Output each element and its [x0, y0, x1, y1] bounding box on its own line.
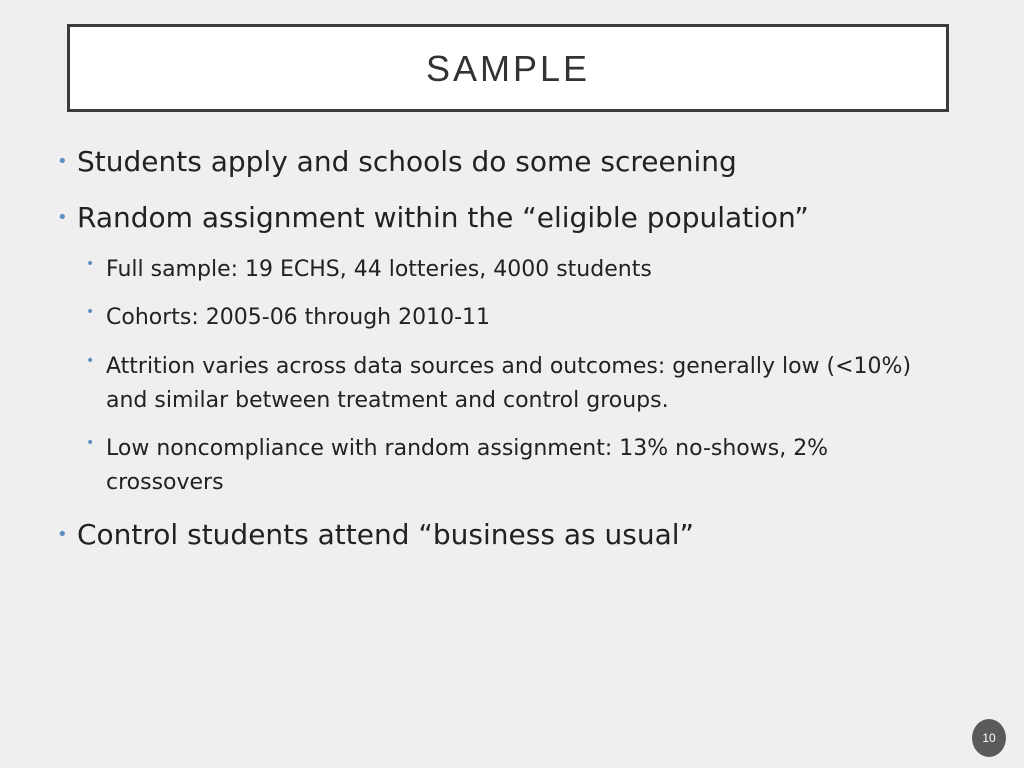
sub-bullet-text: Cohorts: 2005-06 through 2010-11 — [106, 305, 491, 330]
bullet-text: Students apply and schools do some screening — [77, 145, 737, 178]
bullet-dot-icon: • — [86, 256, 95, 272]
sub-bullet-item-2 — [86, 301, 490, 335]
bullet-dot-icon: • — [57, 524, 68, 545]
sub-bullet-line-1: Low noncompliance with random assignment: 13% no-shows, 2% — [106, 436, 829, 461]
bullet-text: Random assignment within the “eligible population” — [77, 201, 809, 234]
bullet-item-2 — [57, 201, 809, 235]
sub-bullet-item-4 — [86, 432, 828, 500]
sub-bullet-text: Full sample: 19 ECHS, 44 lotteries, 4000 students — [106, 257, 652, 282]
sub-bullet-text-multiline — [106, 432, 828, 500]
sub-bullet-line-1: Attrition varies across data sources and outcomes: generally low (<10%) — [106, 354, 912, 379]
bullet-dot-icon: • — [57, 207, 68, 228]
sub-bullet-line-2: and similar between treatment and control groups. — [106, 388, 669, 413]
bullet-dot-icon: • — [57, 151, 68, 172]
bullet-text: Control students attend “business as usual” — [77, 518, 695, 551]
bullet-dot-icon: • — [86, 304, 95, 320]
sub-bullet-text-multiline — [106, 350, 911, 418]
sub-bullet-item-1 — [86, 253, 652, 287]
sub-bullet-item-3 — [86, 350, 911, 418]
slide-title: SAMPLE — [425, 48, 591, 89]
bullet-dot-icon: • — [86, 435, 95, 451]
bullet-item-1 — [57, 145, 737, 179]
bullet-item-3 — [57, 518, 694, 552]
bullet-dot-icon: • — [86, 353, 95, 369]
sub-bullet-line-2: crossovers — [106, 470, 224, 495]
page-number-badge: 10 — [972, 719, 1006, 757]
